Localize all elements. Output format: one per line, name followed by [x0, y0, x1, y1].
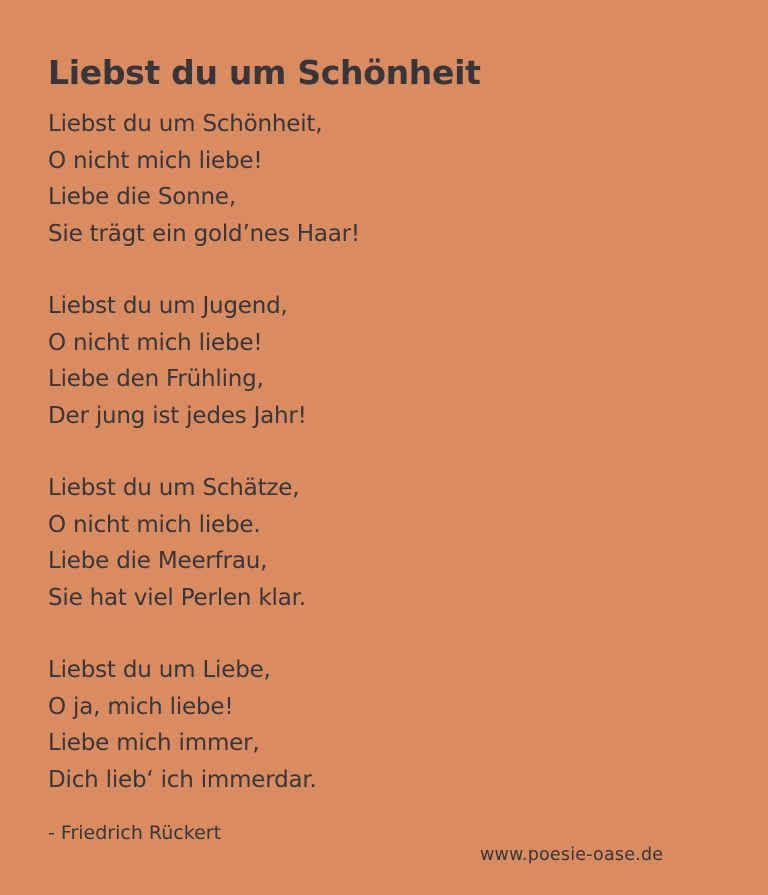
poem-line: Liebst du um Schönheit, [48, 111, 323, 137]
poem-title: Liebst du um Schönheit [48, 53, 481, 92]
poem-line: Liebe die Meerfrau, [48, 548, 268, 574]
poem-line: O nicht mich liebe. [48, 511, 261, 538]
poem-line: Liebe die Sonne, [48, 184, 236, 210]
poem-line: Sie hat viel Perlen klar. [48, 584, 306, 611]
poem-line: Liebst du um Jugend, [48, 293, 288, 319]
stanza-1 [48, 106, 360, 252]
poem-line: O nicht mich liebe! [48, 147, 263, 174]
poem-line: Dich lieb‘ ich immerdar. [48, 766, 317, 793]
poem-line: O ja, mich liebe! [48, 693, 234, 720]
poem-author: - Friedrich Rückert [48, 822, 222, 844]
poem-line: Liebst du um Liebe, [48, 657, 271, 683]
poem-line: Liebe mich immer, [48, 730, 260, 756]
stanza-3 [48, 470, 360, 616]
website-credit: www.poesie-oase.de [480, 845, 664, 865]
poem-line: Liebst du um Schätze, [48, 475, 300, 501]
stanza-4 [48, 652, 360, 798]
poem-body [48, 106, 360, 834]
poem-line: Der jung ist jedes Jahr! [48, 402, 307, 429]
stanza-2 [48, 288, 360, 434]
poem-line: Liebe den Frühling, [48, 366, 264, 392]
poem-line: O nicht mich liebe! [48, 329, 263, 356]
poem-line: Sie trägt ein gold’nes Haar! [48, 220, 360, 247]
